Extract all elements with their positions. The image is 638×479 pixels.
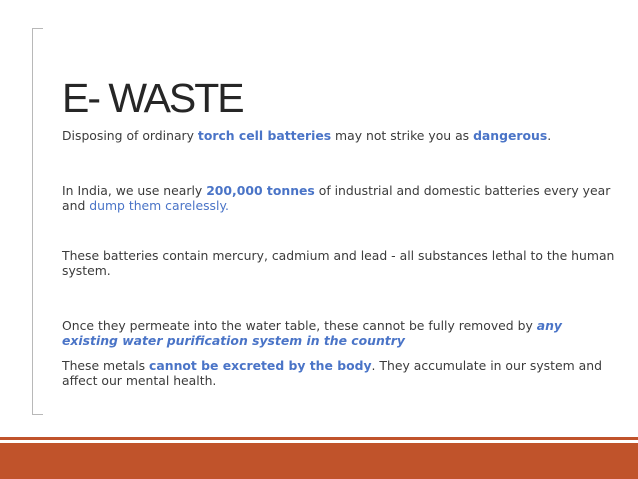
text: . They accumulate in our system and affect our mental health. [62,358,602,388]
highlight-200000-tonnes: 200,000 tonnes [206,183,315,198]
paragraph-metals-health [62,358,622,388]
left-bracket-decoration [32,28,43,415]
text: may not strike you as [331,128,474,143]
slide-title: E- WASTE [62,75,243,121]
text: These metals [62,358,150,373]
paragraph-india-usage [62,183,622,213]
footer-accent-line [0,437,638,440]
paragraph-water-table [62,318,622,348]
text: . [547,128,552,143]
footer-accent-bar [0,443,638,479]
text: In India, we use nearly [62,183,207,198]
highlight-cannot-be-excreted: cannot be excreted by the body [149,358,372,373]
highlight-dangerous: dangerous [473,128,548,143]
paragraph-toxic-substances [62,248,622,278]
highlight-dump-carelessly: dump them carelessly. [89,198,229,213]
text: Disposing of ordinary [62,128,198,143]
text: Once they permeate into the water table, these cannot be fully removed by [62,318,537,333]
text: of industrial and domestic batteries every year and [62,183,611,213]
highlight-torch-cell-batteries: torch cell batteries [197,128,332,143]
highlight-water-purification: any existing water purification system in the country [62,318,562,348]
paragraph-torch-batteries [62,128,551,143]
text: These batteries contain mercury, cadmium and lead - all substances lethal to the human system. [62,248,615,278]
